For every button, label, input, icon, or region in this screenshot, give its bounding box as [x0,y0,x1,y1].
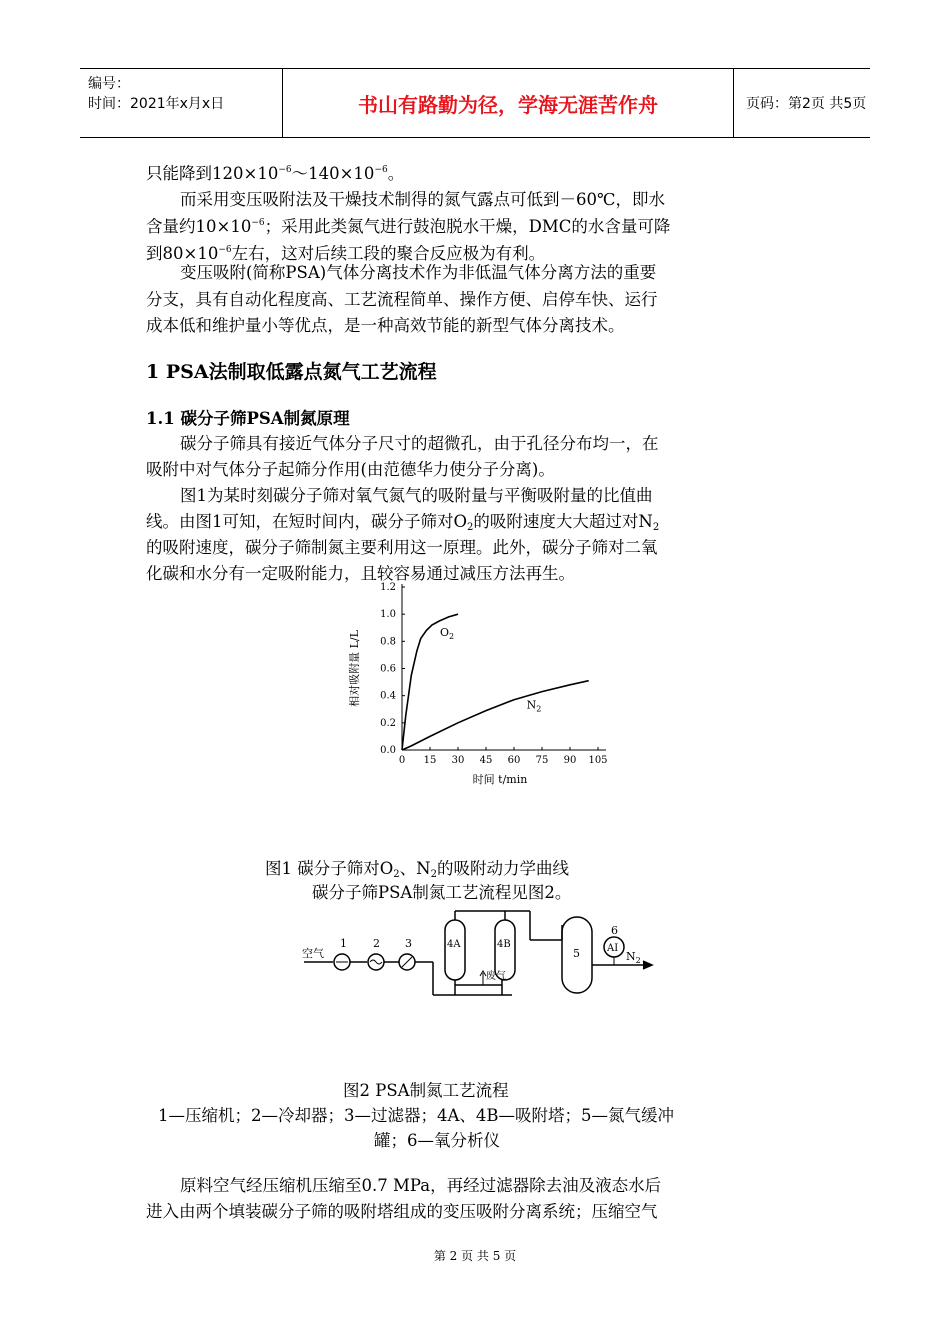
figure-2-legend: 1—压缩机；2—冷却器；3—过滤器；4A、4B—吸附塔；5—氮气缓冲 [158,1106,675,1125]
paragraph-line: 变压吸附(简称PSA)气体分离技术作为非低温气体分离方法的重要 [180,263,657,282]
y-tick-label: 1.2 [380,582,396,593]
text: 、N [399,859,431,878]
paragraph-line: 吸附中对气体分子起筛分作用(由范德华力使分子分离)。 [146,460,555,479]
psa-process-diagram [300,905,660,1005]
label-6: 6 [611,924,618,937]
text: 含量约10×10 [146,217,252,236]
tower-4b-label: 4B [497,939,511,950]
label-2: 2 [373,937,380,950]
adsorption-kinetics-chart [340,582,630,797]
y-tick-label: 1.0 [380,609,396,621]
label-3: 3 [405,937,412,950]
x-tick-label: 0 [398,755,406,766]
subscript: 2 [467,522,474,533]
header-meta [80,69,282,137]
subscript: 2 [430,869,437,880]
x-tick-label: 105 [588,755,608,766]
y-tick-label: 0.2 [380,717,396,729]
y-tick-label: 0.4 [380,690,396,702]
figure-1-caption [265,855,569,879]
paragraph-line: 进入由两个填装碳分子筛的吸附塔组成的变压吸附分离系统；压缩空气 [146,1202,658,1221]
text: 。 [387,164,405,183]
arrow-icon [643,961,652,969]
text: 左右，这对后续工段的聚合反应极为有利。 [231,244,546,263]
paragraph-line [146,160,746,187]
series-label-o2: $O_2$ [440,626,455,642]
paragraph-line: 分支，具有自动化程度高、工艺流程简单、操作方便、启停车快、运行 [146,290,658,309]
n2-output-label: $N_2$ [626,950,641,965]
time-label: 时间：2021年x月x日 [88,96,225,112]
text: 只能降到120×10 [146,164,279,183]
tank-label: 5 [573,947,580,960]
y-tick-label: 0.6 [380,663,396,675]
chart-ticks [380,582,607,766]
text: 线。由图1可知，在短时间内，碳分子筛对O [146,512,468,531]
y-tick-label: 0.0 [380,745,396,756]
x-tick-label: 30 [451,755,465,766]
paragraph-line: 成本低和维护量小等优点，是一种高效节能的新型气体分离技术。 [146,316,625,335]
section-heading: 1 PSA法制取低露点氮气工艺流程 [146,361,437,383]
chart-series [402,614,589,750]
text: ～140×10 [291,164,375,183]
air-label: 空气 [302,947,324,960]
exponent: −6 [278,165,292,175]
paragraph-line: 而采用变压吸附法及干燥技术制得的氮气露点可低到－60℃，即水 [180,190,665,209]
header-page-label: 页码：第2页 共5页 [746,96,867,112]
subsection-heading: 1.1 碳分子筛PSA制氮原理 [146,409,350,428]
analyzer-label: AI [607,943,619,954]
adsorber-tower-4a [445,920,465,980]
x-tick-label: 15 [423,755,437,766]
number-label: 编号： [88,76,130,92]
x-tick-label: 75 [535,755,549,766]
figure-2-intro: 碳分子筛PSA制氮工艺流程见图2。 [312,883,572,902]
subscript: 2 [393,869,400,880]
page-footer: 第 2 页 共 5 页 [433,1249,517,1263]
paragraph-line: 碳分子筛具有接近气体分子尺寸的超微孔，由于孔径分布均一，在 [180,434,659,453]
paragraph-line: 化碳和水分有一定吸附能力，且较容易通过减压方法再生。 [146,564,575,583]
figure-2-legend: 罐；6—氧分析仪 [374,1131,500,1150]
paragraph-line [146,213,746,240]
x-tick-label: 60 [507,755,521,766]
x-tick-label: 45 [479,755,493,766]
waste-gas-label: 废气 [486,971,506,982]
exponent: −6 [218,245,232,255]
tower-4a-label: 4A [447,939,461,950]
label-1: 1 [340,937,347,950]
y-tick-label: 0.8 [380,636,396,648]
text: 的吸附速度大大超过对N [473,512,653,531]
text: ；采用此类氮气进行鼓泡脱水干燥，DMC的水含量可降 [264,217,671,236]
y-axis-label: 相对吸附量 L/L [348,630,361,707]
figure-2-caption: 图2 PSA制氮工艺流程 [343,1081,509,1100]
paragraph-line [146,508,746,535]
exponent: −6 [374,165,388,175]
page-header [80,68,870,138]
paragraph-line: 原料空气经压缩机压缩至0.7 MPa，再经过滤器除去油及液态水后 [180,1176,662,1195]
chart-axes [402,584,606,750]
x-axis-label: 时间 t/min [472,773,528,786]
paragraph-line: 图1为某时刻碳分子筛对氧气氮气的吸附量与平衡吸附量的比值曲 [180,486,653,505]
series-line-n2 [402,681,589,750]
header-motto: 书山有路勤为径，学海无涯苦作舟 [282,69,734,137]
text: 到80×10 [146,244,219,263]
paragraph-line: 的吸附速度，碳分子筛制氮主要利用这一原理。此外，碳分子筛对二氧 [146,538,658,557]
exponent: −6 [251,218,265,228]
text: 的吸附动力学曲线 [436,859,569,878]
series-label-n2: $N_2$ [526,698,542,714]
text: 图1 碳分子筛对O [265,859,394,878]
subscript: 2 [652,522,660,533]
x-tick-label: 90 [563,755,577,766]
